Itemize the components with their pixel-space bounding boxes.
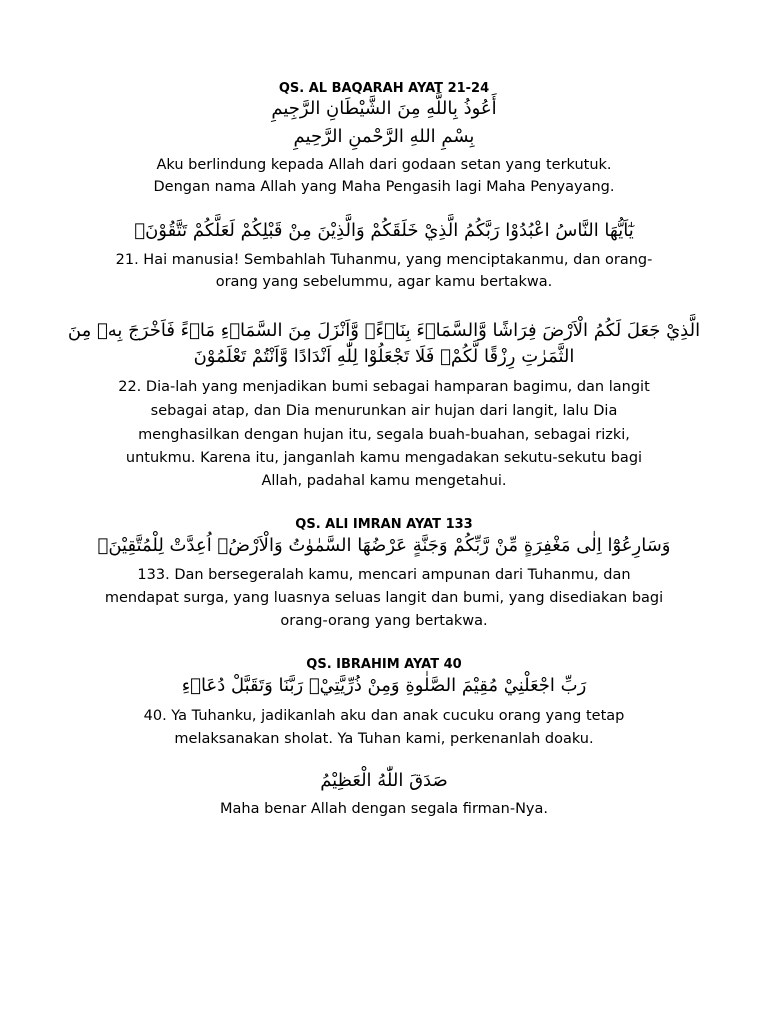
section-heading-al-baqarah: QS. AL BAQARAH AYAT 21-24 bbox=[278, 81, 490, 96]
arabic-verse-40: رَبِّ اجْعَلْنِيْ مُقِيْمَ الصَّلٰوةِ وَمِنْ ذُرِّيَّتِيْۖ رَبَّنَا وَتَقَبَّلْ دُعَاۤءِ bbox=[181, 675, 587, 696]
translation-verse-22-line-1: 22. Dia-lah yang menjadikan bumi sebagai hamparan bagimu, dan langit bbox=[118, 379, 650, 395]
translation-verse-21-line-1: 21. Hai manusia! Sembahlah Tuhanmu, yang menciptakanmu, dan orang- bbox=[115, 252, 653, 268]
translation-verse-22-line-5: Allah, padahal kamu mengetahui. bbox=[261, 473, 507, 489]
arabic-basmalah: بِسْمِ اللهِ الرَّحْمنِ الرَّحِيمِ bbox=[293, 126, 475, 147]
translation-verse-133-line-1: 133. Dan bersegeralah kamu, mencari ampunan dari Tuhanmu, dan bbox=[137, 567, 631, 583]
section-heading-ali-imran: QS. ALI IMRAN AYAT 133 bbox=[295, 517, 473, 532]
section-heading-ibrahim: QS. IBRAHIM AYAT 40 bbox=[306, 657, 462, 672]
translation-verse-21-line-2: orang yang sebelummu, agar kamu bertakwa. bbox=[215, 274, 553, 290]
translation-verse-22-line-2: sebagai atap, dan Dia menurunkan air hujan dari langit, lalu Dia bbox=[150, 403, 618, 419]
arabic-taawudz: أَعُوذُ بِاللَّهِ مِنَ الشَّيْطَانِ الرَّجِيمِ bbox=[271, 98, 497, 119]
arabic-verse-133: وَسَارِعُوْٓا اِلٰى مَغْفِرَةٍ مِّنْ رَّبِّكُمْ وَجَنَّةٍ عَرْضُهَا السَّمٰوٰتُ وَالْاَرْضُۙ اُعِدَّتْ لِلْمُتَّقِيْنَۙ bbox=[97, 535, 671, 556]
arabic-verse-22-line-1: الَّذِيْ جَعَلَ لَكُمُ الْاَرْضَ فِرَاشًا وَّالسَّمَاۤءَ بِنَاۤءًۖ وَّاَنْزَلَ مِنَ السَّمَاۤءِ مَاۤءً فَاَخْرَجَ بِهٖ مِنَ bbox=[67, 320, 701, 341]
translation-taawudz: Aku berlindung kepada Allah dari godaan setan yang terkutuk. bbox=[156, 157, 612, 173]
translation-verse-133-line-3: orang-orang yang bertakwa. bbox=[280, 613, 488, 629]
translation-basmalah: Dengan nama Allah yang Maha Pengasih lagi Maha Penyayang. bbox=[153, 179, 615, 195]
translation-verse-40-line-1: 40. Ya Tuhanku, jadikanlah aku dan anak cucuku orang yang tetap bbox=[143, 708, 625, 724]
translation-verse-40-line-2: melaksanakan sholat. Ya Tuhan kami, perkenanlah doaku. bbox=[174, 731, 594, 747]
translation-closing: Maha benar Allah dengan segala firman-Nya. bbox=[220, 801, 548, 817]
translation-verse-22-line-3: menghasilkan dengan hujan itu, segala buah-buahan, sebagai rizki, bbox=[138, 427, 630, 443]
translation-verse-22-line-4: untukmu. Karena itu, janganlah kamu mengadakan sekutu-sekutu bagi bbox=[125, 450, 643, 466]
translation-verse-133-line-2: mendapat surga, yang luasnya seluas langit dan bumi, yang disediakan bagi bbox=[104, 590, 664, 606]
arabic-verse-22-line-2: الثَّمَرٰتِ رِزْقًا لَّكُمْۚ فَلَا تَجْعَلُوْا لِلّٰهِ اَنْدَادًا وَّاَنْتُمْ تَعْلَمُوْنَ bbox=[193, 346, 575, 367]
arabic-closing: صَدَقَ اللّٰهُ الْعَظِيْمُ bbox=[320, 770, 448, 791]
arabic-verse-21: يٰٓاَيُّهَا النَّاسُ اعْبُدُوْا رَبَّكُمُ الَّذِيْ خَلَقَكُمْ وَالَّذِيْنَ مِنْ قَبْلِكُمْ لَعَلَّكُمْ تَتَّقُوْنَۙ bbox=[134, 220, 634, 241]
